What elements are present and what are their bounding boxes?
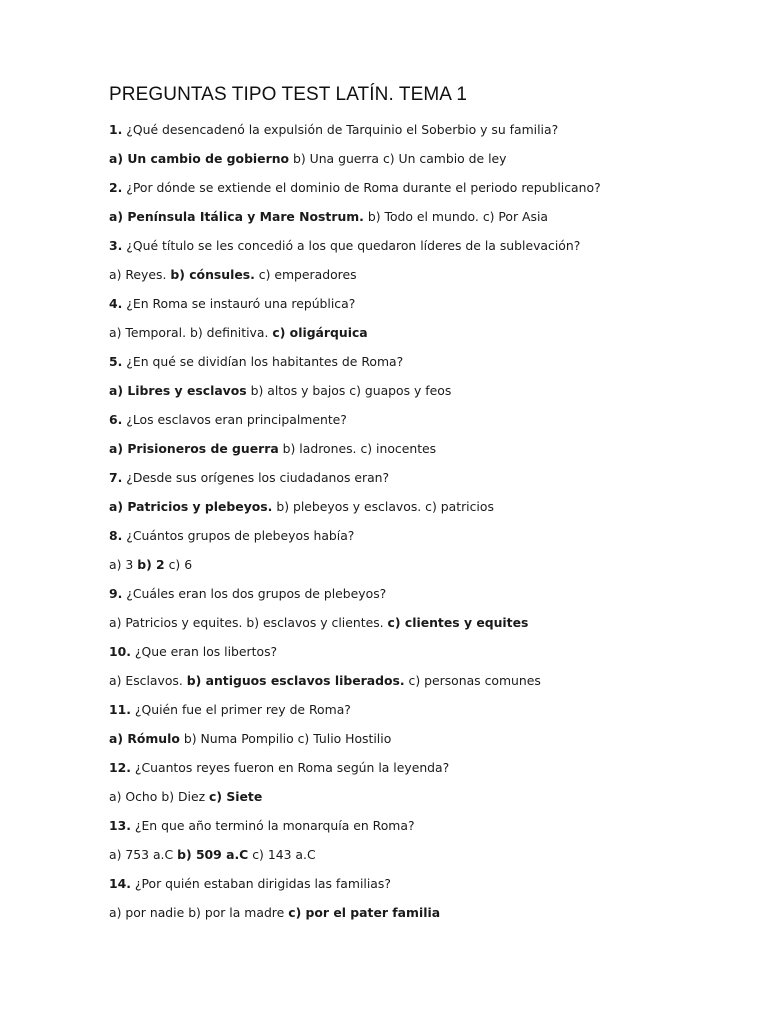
question-number: 11. xyxy=(109,702,131,717)
question-number: 5. xyxy=(109,354,123,369)
answer-option: b) Todo el mundo. xyxy=(367,209,479,224)
question-line xyxy=(109,640,729,669)
question-number: 6. xyxy=(109,412,123,427)
question-text: ¿Por quién estaban dirigidas las familias? xyxy=(134,876,391,891)
answer-line xyxy=(109,437,729,466)
question-text: ¿Desde sus orígenes los ciudadanos eran? xyxy=(126,470,390,485)
question-number: 4. xyxy=(109,296,123,311)
answer-option: b) Numa Pompilio xyxy=(183,731,294,746)
question-line xyxy=(109,582,729,611)
question-line xyxy=(109,524,729,553)
correct-answer: b) cónsules. xyxy=(170,267,255,282)
question-line xyxy=(109,408,729,437)
answer-option: c) 6 xyxy=(168,557,193,572)
correct-answer: c) oligárquica xyxy=(272,325,368,340)
answer-line xyxy=(109,553,729,582)
question-text: ¿En qué se dividían los habitantes de Roma? xyxy=(126,354,404,369)
answer-option: c) Tulio Hostilio xyxy=(297,731,392,746)
answer-option: c) 143 a.C xyxy=(252,847,316,862)
question-number: 12. xyxy=(109,760,131,775)
question-number: 9. xyxy=(109,586,123,601)
correct-answer: b) antiguos esclavos liberados. xyxy=(186,673,405,688)
question-line xyxy=(109,814,729,843)
answer-option: c) patricios xyxy=(425,499,494,514)
correct-answer: c) Siete xyxy=(209,789,263,804)
question-line xyxy=(109,350,729,379)
question-text: ¿Qué desencadenó la expulsión de Tarquinio el Soberbio y su familia? xyxy=(126,122,559,137)
correct-answer: a) Patricios y plebeyos. xyxy=(109,499,273,514)
answer-option: a) Patricios y equites. xyxy=(109,615,243,630)
answer-line xyxy=(109,727,729,756)
correct-answer: a) Prisioneros de guerra xyxy=(109,441,279,456)
question-number: 1. xyxy=(109,122,123,137)
answer-option: b) Una guerra xyxy=(292,151,379,166)
question-text: ¿Quién fue el primer rey de Roma? xyxy=(134,702,351,717)
answer-line xyxy=(109,205,729,234)
answer-option: a) Reyes. xyxy=(109,267,167,282)
question-line xyxy=(109,118,729,147)
answer-option: b) definitiva. xyxy=(190,325,269,340)
question-list xyxy=(109,118,729,930)
correct-answer: a) Península Itálica y Mare Nostrum. xyxy=(109,209,364,224)
answer-line xyxy=(109,843,729,872)
answer-line xyxy=(109,263,729,292)
answer-option: a) por nadie xyxy=(109,905,185,920)
answer-option: b) por la madre xyxy=(188,905,285,920)
document-title: PREGUNTAS TIPO TEST LATÍN. TEMA 1 xyxy=(109,84,468,105)
answer-line xyxy=(109,147,729,176)
answer-option: a) 753 a.C xyxy=(109,847,174,862)
question-text: ¿Cuáles eran los dos grupos de plebeyos? xyxy=(126,586,387,601)
question-line xyxy=(109,698,729,727)
question-number: 8. xyxy=(109,528,123,543)
answer-option: c) personas comunes xyxy=(408,673,541,688)
question-line xyxy=(109,292,729,321)
question-line xyxy=(109,466,729,495)
correct-answer: a) Rómulo xyxy=(109,731,180,746)
answer-option: c) Un cambio de ley xyxy=(382,151,507,166)
answer-line xyxy=(109,321,729,350)
question-line xyxy=(109,872,729,901)
answer-option: c) inocentes xyxy=(360,441,437,456)
answer-option: b) altos y bajos xyxy=(250,383,346,398)
question-line xyxy=(109,234,729,263)
question-text: ¿En Roma se instauró una república? xyxy=(126,296,356,311)
answer-line xyxy=(109,669,729,698)
question-text: ¿En que año terminó la monarquía en Roma? xyxy=(134,818,415,833)
question-text: ¿Los esclavos eran principalmente? xyxy=(126,412,347,427)
correct-answer: c) por el pater familia xyxy=(288,905,441,920)
answer-option: a) Esclavos. xyxy=(109,673,183,688)
question-number: 14. xyxy=(109,876,131,891)
question-number: 13. xyxy=(109,818,131,833)
answer-option: a) Ocho xyxy=(109,789,158,804)
answer-option: a) Temporal. xyxy=(109,325,187,340)
question-text: ¿Por dónde se extiende el dominio de Roma durante el periodo republicano? xyxy=(126,180,601,195)
answer-line xyxy=(109,611,729,640)
question-line xyxy=(109,756,729,785)
question-text: ¿Cuántos grupos de plebeyos había? xyxy=(126,528,355,543)
correct-answer: b) 2 xyxy=(137,557,165,572)
question-text: ¿Cuantos reyes fueron en Roma según la leyenda? xyxy=(134,760,450,775)
answer-line xyxy=(109,785,729,814)
answer-option: b) ladrones. xyxy=(282,441,357,456)
answer-line xyxy=(109,901,729,930)
question-text: ¿Qué título se les concedió a los que quedaron líderes de la sublevación? xyxy=(126,238,581,253)
answer-line xyxy=(109,495,729,524)
correct-answer: a) Libres y esclavos xyxy=(109,383,247,398)
answer-line xyxy=(109,379,729,408)
question-line xyxy=(109,176,729,205)
question-text: ¿Que eran los libertos? xyxy=(134,644,278,659)
question-number: 7. xyxy=(109,470,123,485)
answer-option: b) Diez xyxy=(161,789,206,804)
answer-option: c) emperadores xyxy=(258,267,357,282)
answer-option: c) guapos y feos xyxy=(349,383,452,398)
answer-option: b) plebeyos y esclavos. xyxy=(276,499,422,514)
question-number: 10. xyxy=(109,644,131,659)
correct-answer: c) clientes y equites xyxy=(387,615,529,630)
correct-answer: a) Un cambio de gobierno xyxy=(109,151,290,166)
answer-option: c) Por Asia xyxy=(482,209,549,224)
correct-answer: b) 509 a.C xyxy=(177,847,249,862)
answer-option: a) 3 xyxy=(109,557,134,572)
question-number: 3. xyxy=(109,238,123,253)
question-number: 2. xyxy=(109,180,123,195)
answer-option: b) esclavos y clientes. xyxy=(246,615,384,630)
